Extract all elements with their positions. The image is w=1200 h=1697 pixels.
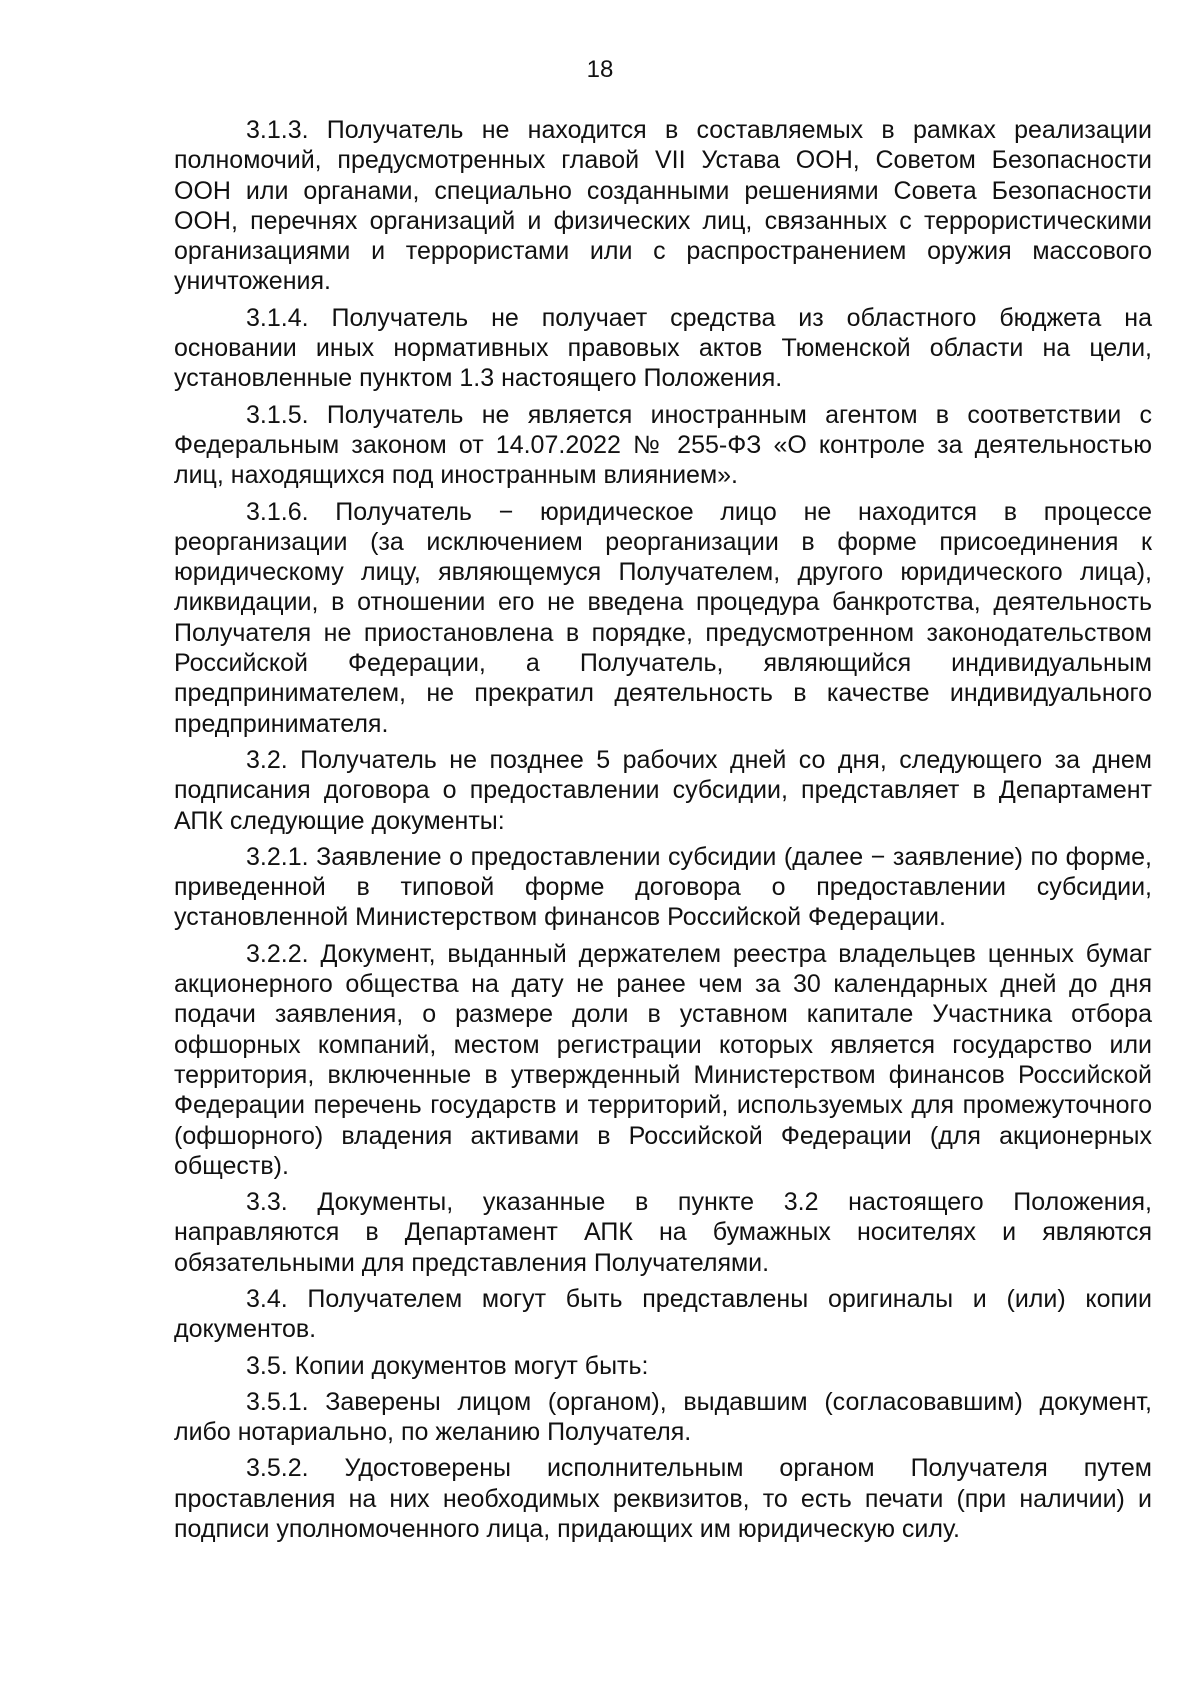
paragraph-3-5-2: 3.5.2. Удостоверены исполнительным органом Получателя путем проставления на них необходимых реквизитов, то есть печати (при наличии) и подписи уполномоченного лица, придающих им юридическую силу. (174, 1454, 1152, 1544)
paragraph-3-1-5: 3.1.5. Получатель не является иностранным агентом в соответствии с Федеральным законом от 14.07.2022 № 255-ФЗ «О контроле за деятельностью лиц, находящихся под иностранным влиянием». (174, 400, 1152, 490)
paragraph-3-5-1: 3.5.1. Заверены лицом (органом), выдавшим (согласовавшим) документ, либо нотариально, по желанию Получателя. (174, 1387, 1152, 1447)
page-number: 18 (586, 56, 614, 83)
paragraph-3-2-2: 3.2.2. Документ, выданный держателем реестра владельцев ценных бумаг акционерного общества на дату не ранее чем за 30 календарных дней до дня подачи заявления, о размере доли в уставном капитале Участника отбора офшорных компаний, местом регистрации которых является государство или территория, включенные в утвержденный Министерством финансов Российской Федерации перечень государств и территорий, используемых для промежуточного (офшорного) владения активами в Российской Федерации (для акционерных обществ). (174, 939, 1152, 1180)
paragraph-3-2-1: 3.2.1. Заявление о предоставлении субсидии (далее − заявление) по форме, приведенной в типовой форме договора о предоставлении субсидии, установленной Министерством финансов Российской Федерации. (174, 842, 1152, 932)
paragraph-3-1-6: 3.1.6. Получатель − юридическое лицо не находится в процессе реорганизации (за исключением реорганизации в форме присоединения к юридическому лицу, являющемуся Получателем, другого юридического лица), ликвидации, в отношении его не введена процедура банкротства, деятельность Получателя не приостановлена в порядке, предусмотренном законодательством Российской Федерации, а Получатель, являющийся индивидуальным предпринимателем, не прекратил деятельность в качестве индивидуального предпринимателя. (174, 497, 1152, 738)
paragraph-3-1-4: 3.1.4. Получатель не получает средства из областного бюджета на основании иных нормативных правовых актов Тюменской области на цели, установленные пунктом 1.3 настоящего Положения. (174, 303, 1152, 393)
paragraph-3-3: 3.3. Документы, указанные в пункте 3.2 настоящего Положения, направляются в Департамент АПК на бумажных носителях и являются обязательными для представления Получателями. (174, 1188, 1152, 1277)
paragraph-3-2: 3.2. Получатель не позднее 5 рабочих дней со дня, следующего за днем подписания договора о предоставлении субсидии, представляет в Департамент АПК следующие документы: (174, 745, 1152, 835)
paragraph-3-1-3: 3.1.3. Получатель не находится в составляемых в рамках реализации полномочий, предусмотренных главой VII Устава ООН, Советом Безопасности ООН или органами, специально созданными решениями Совета Безопасности ООН, перечнях организаций и физических лиц, связанных с террористическими организациями и террористами или с распространением оружия массового уничтожения. (174, 116, 1152, 296)
document-body (174, 115, 1152, 1550)
paragraph-3-5: 3.5. Копии документов могут быть: (246, 1351, 649, 1380)
paragraph-3-4: 3.4. Получателем могут быть представлены оригиналы и (или) копии документов. (174, 1284, 1152, 1344)
